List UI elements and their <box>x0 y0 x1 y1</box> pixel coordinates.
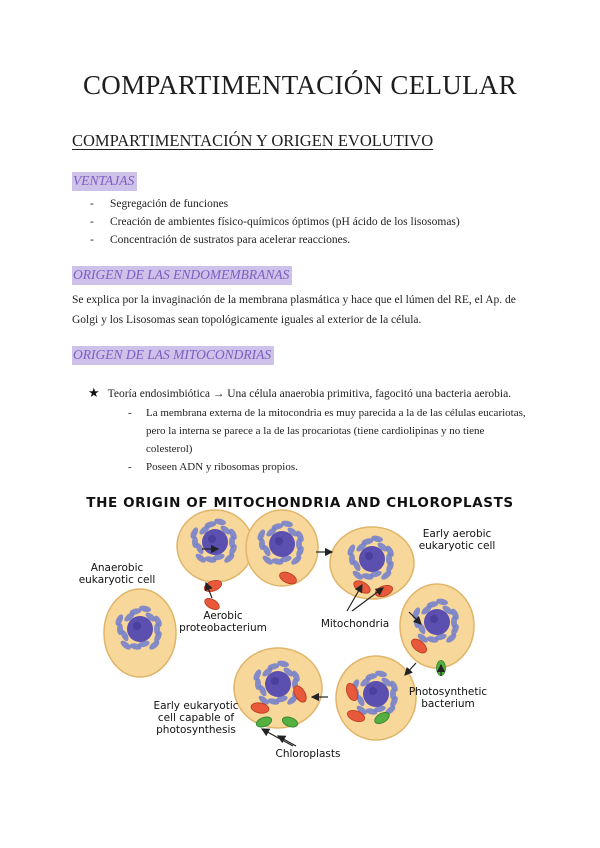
nucleus <box>269 531 295 557</box>
nucleolus <box>133 622 141 630</box>
arrow-4 <box>405 663 416 675</box>
list-item: - Segregación de funciones <box>90 195 460 213</box>
nucleolus <box>208 535 216 543</box>
nucleolus <box>430 615 438 623</box>
label-early-photosynthetic-cell: Early eukaryotic cell capable of photosynthesis <box>153 700 239 736</box>
nucleolus <box>275 537 283 545</box>
nucleus <box>265 671 291 697</box>
list-item: - Concentración de sustratos para acelerar reacciones. <box>90 231 460 249</box>
pointer-chloro-b <box>278 736 296 746</box>
nucleus <box>424 609 450 635</box>
nucleus <box>363 681 389 707</box>
nucleus <box>202 529 228 555</box>
cell-2 <box>177 510 253 594</box>
cell-1 <box>104 589 176 677</box>
label-mitochondria: Mitochondria <box>320 618 390 630</box>
nucleolus <box>365 552 373 560</box>
mitocondrias-details <box>128 404 528 476</box>
section-subtitle: COMPARTIMENTACIÓN Y ORIGEN EVOLUTIVO <box>72 131 434 150</box>
endomembranas-paragraph: Se explica por la invaginación de la membrana plasmática y hace que el lúmen del RE, el Ap. de Golgi y los Lisosomas sean topológicamente iguales al exterior de la célula. <box>72 294 516 326</box>
label-aerobic-bacterium: Aerobic proteobacterium <box>179 610 267 634</box>
cell-7 <box>234 648 322 729</box>
ventajas-list <box>90 195 460 249</box>
pointer-chloro-a <box>262 729 293 746</box>
label-photosynthetic-bacterium: Photosynthetic bacterium <box>408 686 488 710</box>
list-item: - La membrana externa de la mitocondria es muy parecida a la de las células eucariotas, pero la interna se parece a la de las procariotas (tiene cardiolipinas y no tiene colesterol) <box>128 404 528 458</box>
figure-title: THE ORIGIN OF MITOCHONDRIA AND CHLOROPLASTS <box>86 495 514 511</box>
list-item: - Creación de ambientes físico-químicos óptimos (pH ácido de los lisosomas) <box>90 213 460 231</box>
cell-3 <box>246 510 318 586</box>
nucleus <box>127 616 153 642</box>
label-early-aerobic-cell: Early aerobic eukaryotic cell <box>418 528 496 552</box>
cell-5 <box>400 584 474 668</box>
label-anaerobic-cell: Anaerobic eukaryotic cell <box>78 562 156 586</box>
star-icon: ★ <box>88 385 100 400</box>
nucleolus <box>271 677 279 685</box>
list-item: - Poseen ADN y ribosomas propios. <box>128 458 528 476</box>
label-chloroplasts: Chloroplasts <box>275 748 341 760</box>
endosymbiosis-figure <box>60 488 540 778</box>
page-title: COMPARTIMENTACIÓN CELULAR <box>83 70 517 100</box>
theory-text: Teoría endosimbiótica → Una célula anaerobia primitiva, fagocitó una bacteria aerobia. <box>107 388 512 400</box>
heading-ventajas: VENTAJAS <box>72 172 137 191</box>
heading-endomembranas: ORIGEN DE LAS ENDOMEMBRANAS <box>72 266 292 285</box>
theory-line <box>88 385 511 401</box>
heading-mitocondrias: ORIGEN DE LAS MITOCONDRIAS <box>72 346 274 365</box>
nucleus <box>359 546 385 572</box>
nucleolus <box>369 687 377 695</box>
